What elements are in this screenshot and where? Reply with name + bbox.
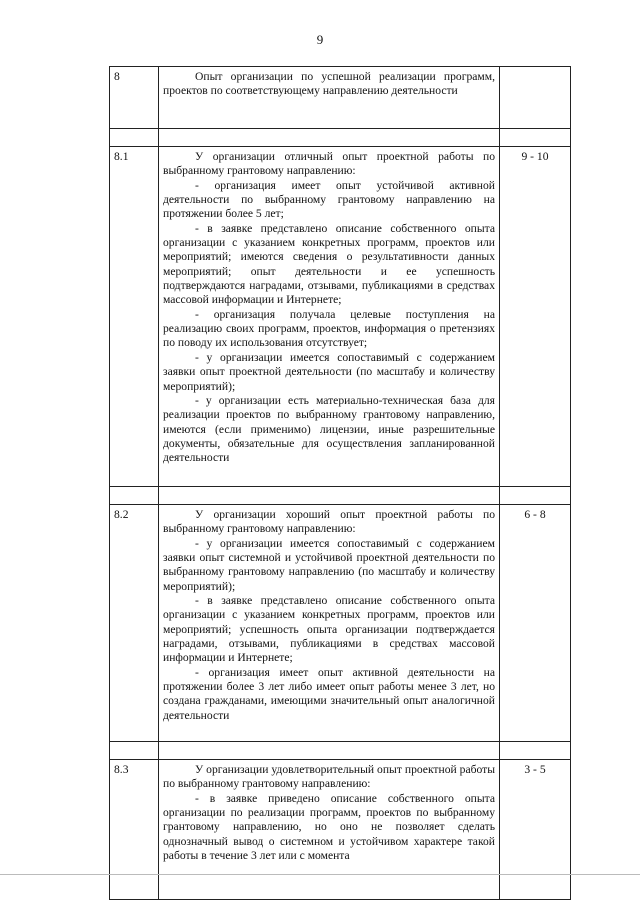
- score-range: 6 - 8: [500, 505, 571, 742]
- table-row-8: [110, 67, 571, 129]
- description-paragraph: У организации отличный опыт проектной работы по выбранному грантовому направлению:: [163, 150, 495, 178]
- criteria-table: [109, 66, 571, 900]
- score-range: 3 - 5: [500, 760, 571, 900]
- criterion-description: [159, 760, 500, 900]
- description-paragraph: - у организации имеется сопоставимый с содержанием заявки опыт системной и устойчивой проектной деятельности по выбранному грантовому направлению (по масштабу и количеству мероприятий);: [163, 536, 495, 593]
- description-paragraph: - организация имеет опыт активной деятельности на протяжении более 3 лет либо имеет опыт работы менее 3 лет, но создана гражданами, имеющими значительный опыт аналогичной деятельности: [163, 665, 495, 722]
- description-paragraph: - организация имеет опыт устойчивой активной деятельности по выбранному грантовому направлению на протяжении более 5 лет;: [163, 178, 495, 221]
- description-paragraph: У организации хороший опыт проектной работы по выбранному грантовому направлению:: [163, 508, 495, 536]
- row-spacer: [110, 129, 571, 147]
- table-row-8-2: [110, 505, 571, 742]
- page-bottom-edge: [0, 874, 640, 875]
- description-paragraph: - в заявке представлено описание собственного опыта организации с указанием конкретных программ, проектов или мероприятий; успешность опыта организации подтверждается наградами, отзывами, публикациями в средствах массовой информации и Интернете;: [163, 594, 495, 665]
- description-paragraph: - организация получала целевые поступления на реализацию своих программ, проектов, информация о претензиях по поводу их использования отсутствует;: [163, 307, 495, 350]
- table-row-8-1: [110, 147, 571, 487]
- criterion-number: 8.3: [110, 760, 159, 900]
- criterion-number: 8.1: [110, 147, 159, 487]
- criterion-description: [159, 67, 500, 129]
- criterion-description: [159, 505, 500, 742]
- description-paragraph: - у организации есть материально-техническая база для реализации проектов по выбранному грантовому направлению, имеются (если применимо) лицензии, иные разрешительные документы, обязательные для осуществления запланированной деятельности: [163, 393, 495, 465]
- criterion-score: [500, 67, 571, 129]
- description-paragraph: - в заявке приведено описание собственного опыта организации по реализации программ, проектов по выбранному грантовому направлению, но оно не позволяет сделать однозначный вывод о системном и устойчивом характере такой работы в течение 3 лет или с момента: [163, 791, 495, 863]
- row-spacer: [110, 742, 571, 760]
- description-paragraph: У организации удовлетворительный опыт проектной работы по выбранному грантовому направлению:: [163, 763, 495, 791]
- row-spacer: [110, 487, 571, 505]
- criterion-title: Опыт организации по успешной реализации программ, проектов по соответствующему направлению деятельности: [163, 70, 495, 98]
- table-row-8-3: [110, 760, 571, 900]
- criterion-description: [159, 147, 500, 487]
- page-number: 9: [316, 32, 324, 47]
- description-paragraph: - в заявке представлено описание собственного опыта организации с указанием конкретных программ, проектов или мероприятий; имеются сведения о результативности данных мероприятий; опыт деятельности и ее успешность подтверждаются наградами, отзывами, публикациями в средствах массовой информации и Интернете;: [163, 221, 495, 307]
- description-paragraph: - у организации имеется сопоставимый с содержанием заявки опыт проектной деятельности (по масштабу и количеству мероприятий);: [163, 350, 495, 393]
- criterion-number: 8: [110, 67, 159, 129]
- score-range: 9 - 10: [500, 147, 571, 487]
- criterion-number: 8.2: [110, 505, 159, 742]
